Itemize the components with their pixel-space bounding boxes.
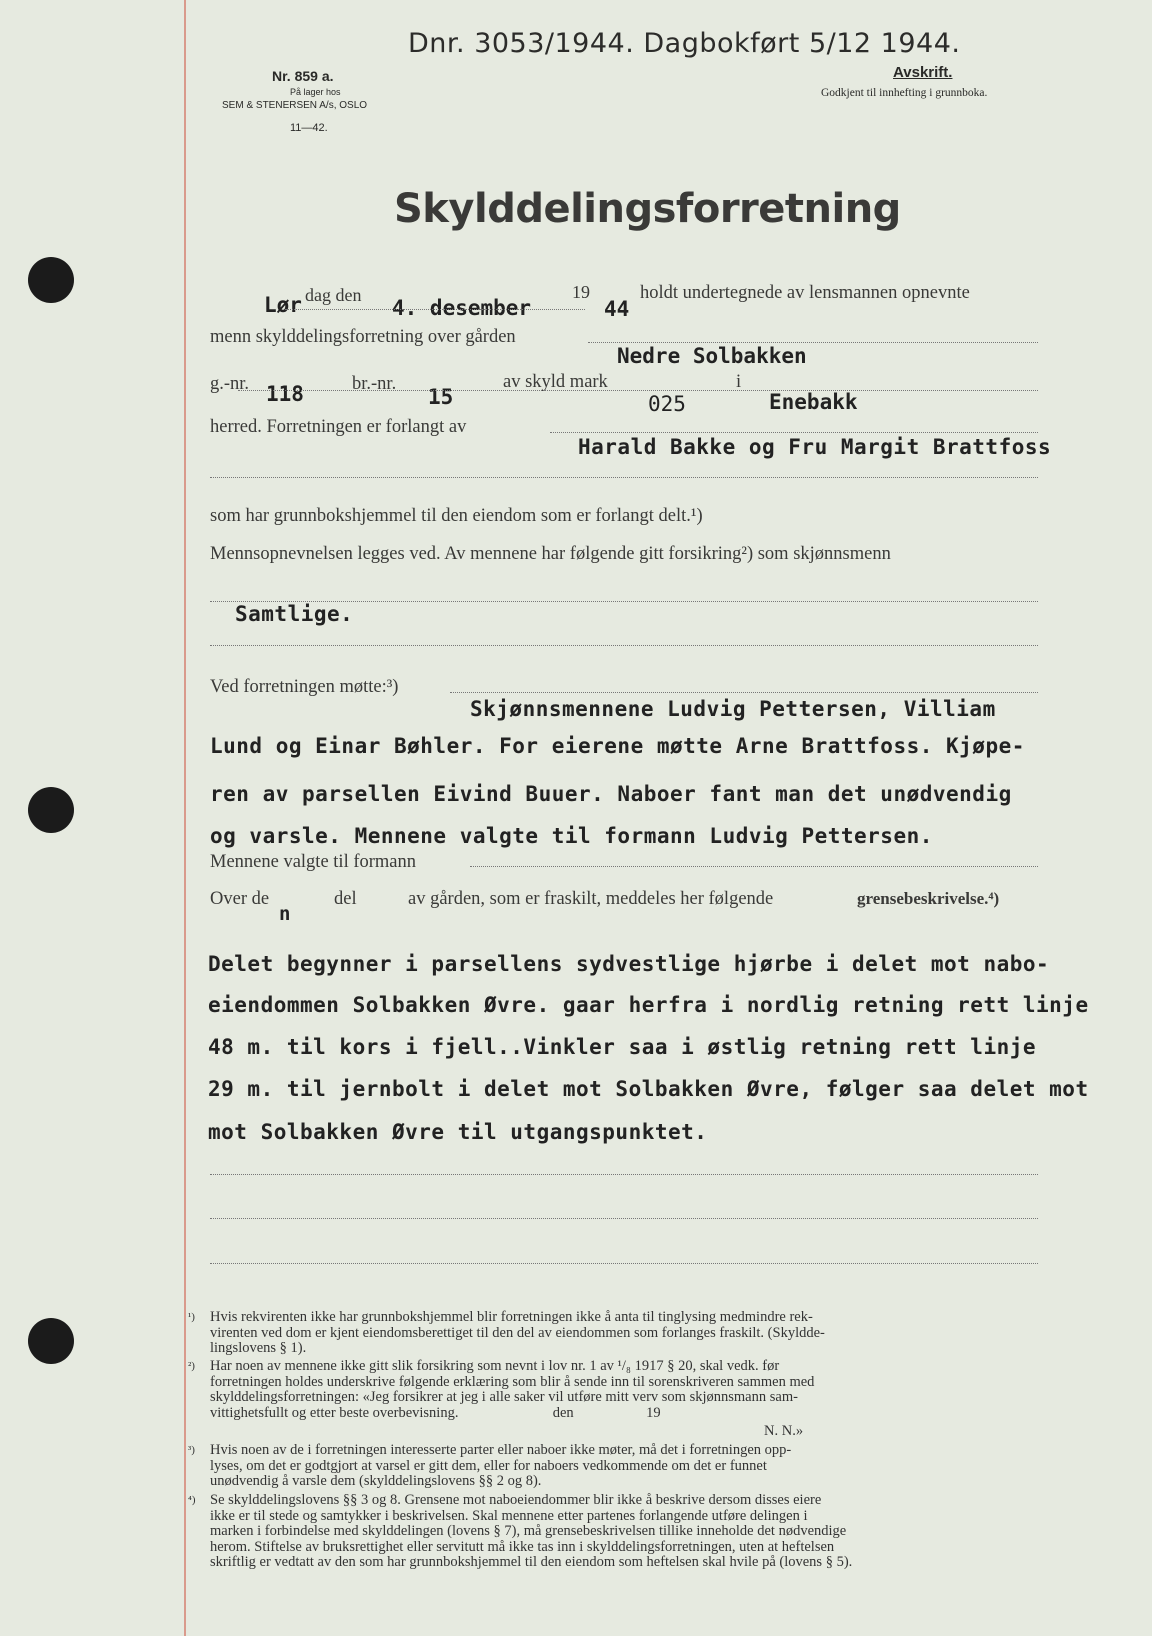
copy-label: Avskrift. (893, 64, 953, 81)
gnr-dotted-line (238, 390, 1038, 391)
blank-dotted-line-1 (210, 1174, 1038, 1175)
footnote-4-mark: ⁴) (188, 1494, 196, 1506)
grunnbok-text: som har grunnbokshjemmel til den eiendom som er forlangt delt.¹) (210, 506, 703, 526)
chairman-dotted-line (470, 866, 1038, 867)
date-dotted-line (285, 309, 585, 310)
footnote-3-line-2: lyses, om det er godtgjort at varsel er gitt dem, eller for naboers vedkommende om det er funnet (210, 1457, 767, 1474)
requested-by: Harald Bakke og Fru Margit Brattfoss (578, 435, 1052, 459)
footnote-4-line-4: herom. Stiftelse av bruksrettighet eller servitutt må ikke tas inn i skylddelingsforretningen, uten at heftelsen (210, 1538, 835, 1555)
blank-dotted-line-2 (210, 1218, 1038, 1219)
boundary-intro: av gården, som er fraskilt, meddeles her følgende (408, 889, 774, 909)
footnote-2-mark: ²) (188, 1360, 195, 1372)
bnr-label: br.-nr. (352, 374, 397, 394)
herred-text: herred. Forretningen er forlangt av (210, 417, 467, 437)
boundary-bold: grensebeskrivelse.⁴) (857, 889, 1000, 908)
sworn-dotted-line-1 (210, 601, 1038, 602)
over-label: Over de (210, 889, 270, 909)
footnote-4 (188, 1492, 1055, 1571)
municipality: Enebakk (769, 390, 858, 414)
boundary-line-3: 48 m. til kors i fjell..Vinkler saa i østlig retning rett linje (208, 1035, 1037, 1059)
year-prefix: 19 (572, 282, 590, 302)
footnote-3 (188, 1442, 1055, 1490)
form-number: Nr. 859 a. (272, 68, 334, 84)
attended-line-3: ren av parsellen Eivind Buuer. Naboer fant man det unødvendig (210, 782, 1012, 806)
attended-line-4: og varsle. Mennene valgte til formann Ludvig Pettersen. (210, 824, 933, 848)
boundary-line-5: mot Solbakken Øvre til utgangspunktet. (208, 1120, 708, 1144)
boundary-line-4: 29 m. til jernbolt i delet mot Solbakken Øvre, følger saa delet mot (208, 1077, 1089, 1101)
footnote-1-mark: ¹) (188, 1311, 195, 1323)
day-prefix: Lør (264, 293, 302, 317)
skyld-label: av skyld mark (503, 372, 608, 392)
skyld-value: 025 (648, 392, 686, 416)
sworn-dotted-line-2 (210, 645, 1038, 646)
farm-name: Nedre Solbakken (617, 344, 807, 368)
year-value: 44 (604, 297, 630, 321)
menn-text: Mennsopnevnelsen legges ved. Av mennene har følgende gitt forsikring²) som skjønnsmenn (210, 544, 891, 564)
requester-dotted-line (210, 477, 1038, 478)
attended-line-2: Lund og Einar Bøhler. For eierene møtte Arne Brattfoss. Kjøpe- (210, 734, 1025, 758)
i-label: i (736, 372, 742, 392)
boundary-line-2: eiendommen Solbakken Øvre. gaar herfra i nordlig retning rett linje (208, 993, 1089, 1017)
attended-dotted-line (450, 692, 1038, 693)
footnote-4-line-1: Se skylddelingslovens §§ 3 og 8. Grensene mot naboeiendommer blir ikke å beskrive dersom disses eiere (210, 1492, 822, 1508)
day-label: dag den (305, 285, 362, 305)
gnr-value: 118 (266, 382, 304, 406)
footnote-4-line-3: marken i forbindelse med skylddelingen (lovens § 7), må grensebeskrivelsen tillike inneholde det nødvendige (210, 1523, 847, 1539)
footnote-3-line-3: unødvendig å varsle dem (skylddelingslovens §§ 2 og 8). (210, 1473, 542, 1489)
page-title: Skylddelingsforretning (394, 186, 901, 232)
farm-dotted-line (588, 342, 1038, 343)
footnote-1 (188, 1309, 1055, 1357)
footnote-3-line-1: Hvis noen av de i forretningen interesserte parter eller naboer ikke møter, må det i forretningen opp- (210, 1442, 792, 1458)
bnr-value: 15 (428, 385, 454, 409)
footnote-4-line-2: ikke er til stede og samtykker i beskrivelsen. Skal mennene etter partenes forlangende utføre delingen i (210, 1507, 808, 1524)
margin-rule (184, 0, 186, 1636)
held-text: holdt undertegnede av lensmannen opnevnte (640, 283, 970, 303)
journal-entry: Dnr. 3053/1944. Dagbokført 5/12 1944. (408, 28, 961, 59)
men-text: menn skylddelingsforretning over gården (210, 327, 516, 347)
gnr-label: g.-nr. (210, 374, 250, 394)
chairman-label: Mennene valgte til formann (210, 852, 417, 872)
attended-label: Ved forretningen møtte:³) (210, 677, 399, 697)
print-date: 11—42. (290, 122, 328, 134)
attended-line-1: Skjønnsmennene Ludvig Pettersen, Villiam (470, 697, 996, 721)
punch-hole-top (28, 257, 74, 303)
punch-hole-middle (28, 787, 74, 833)
footnote-2-line-1: Har noen av mennene ikke gitt slik forsikring som nevnt i lov nr. 1 av ¹/₈ 1917 § 20, skal vedk. før (210, 1358, 780, 1374)
sworn-value: Samtlige. (235, 602, 354, 626)
signature-placeholder: N. N.» (764, 1423, 804, 1439)
approved-note: Godkjent til innhefting i grunnboka. (821, 87, 988, 99)
footnote-1-line-1: Hvis rekvirenten ikke har grunnbokshjemmel blir forretningen ikke å anta til tinglysing medmindre rek- (210, 1309, 813, 1325)
herred-dotted-line (550, 432, 1038, 433)
blank-dotted-line-3 (210, 1263, 1038, 1264)
footnote-signature (764, 1424, 864, 1440)
footnote-1-line-2: virenten ved dom er kjent eiendomsberettiget til den del av eiendommen som forlanges fraskilt. (Skyldde- (210, 1324, 825, 1341)
boundary-line-1: Delet begynner i parsellens sydvestlige hjørbe i delet mot nabo- (208, 952, 1050, 976)
footnote-2-line-2: forretningen holdes underskrive følgende erklæring som blir å sende inn til sorenskriveren sammen med (210, 1373, 815, 1390)
footnote-3-mark: ³) (188, 1444, 195, 1456)
footnote-2 (188, 1358, 1055, 1421)
footnote-2-line-3: skylddelingsforretningen: «Jeg forsikrer at jeg i alle saker vil utføre mitt verv som skjønnsmann sam- (210, 1389, 798, 1405)
footnote-2-line-4: vittighetsfullt og etter beste overbevisning. den 19 (210, 1404, 661, 1421)
del-label: del (334, 889, 357, 909)
footnote-4-line-5: skriftlig er vedtatt av den som har grunnbokshjemmel til den eiendom som heftelsen skal hvile på (lovens § 5). (210, 1554, 853, 1570)
over-n: n (279, 903, 291, 925)
publisher-line-1: På lager hos (290, 87, 341, 97)
date-value: 4. desember (392, 296, 532, 320)
punch-hole-bottom (28, 1318, 74, 1364)
footnote-1-line-3: lingslovens § 1). (210, 1340, 307, 1356)
publisher-line-2: SEM & STENERSEN A/s, OSLO (222, 100, 368, 111)
